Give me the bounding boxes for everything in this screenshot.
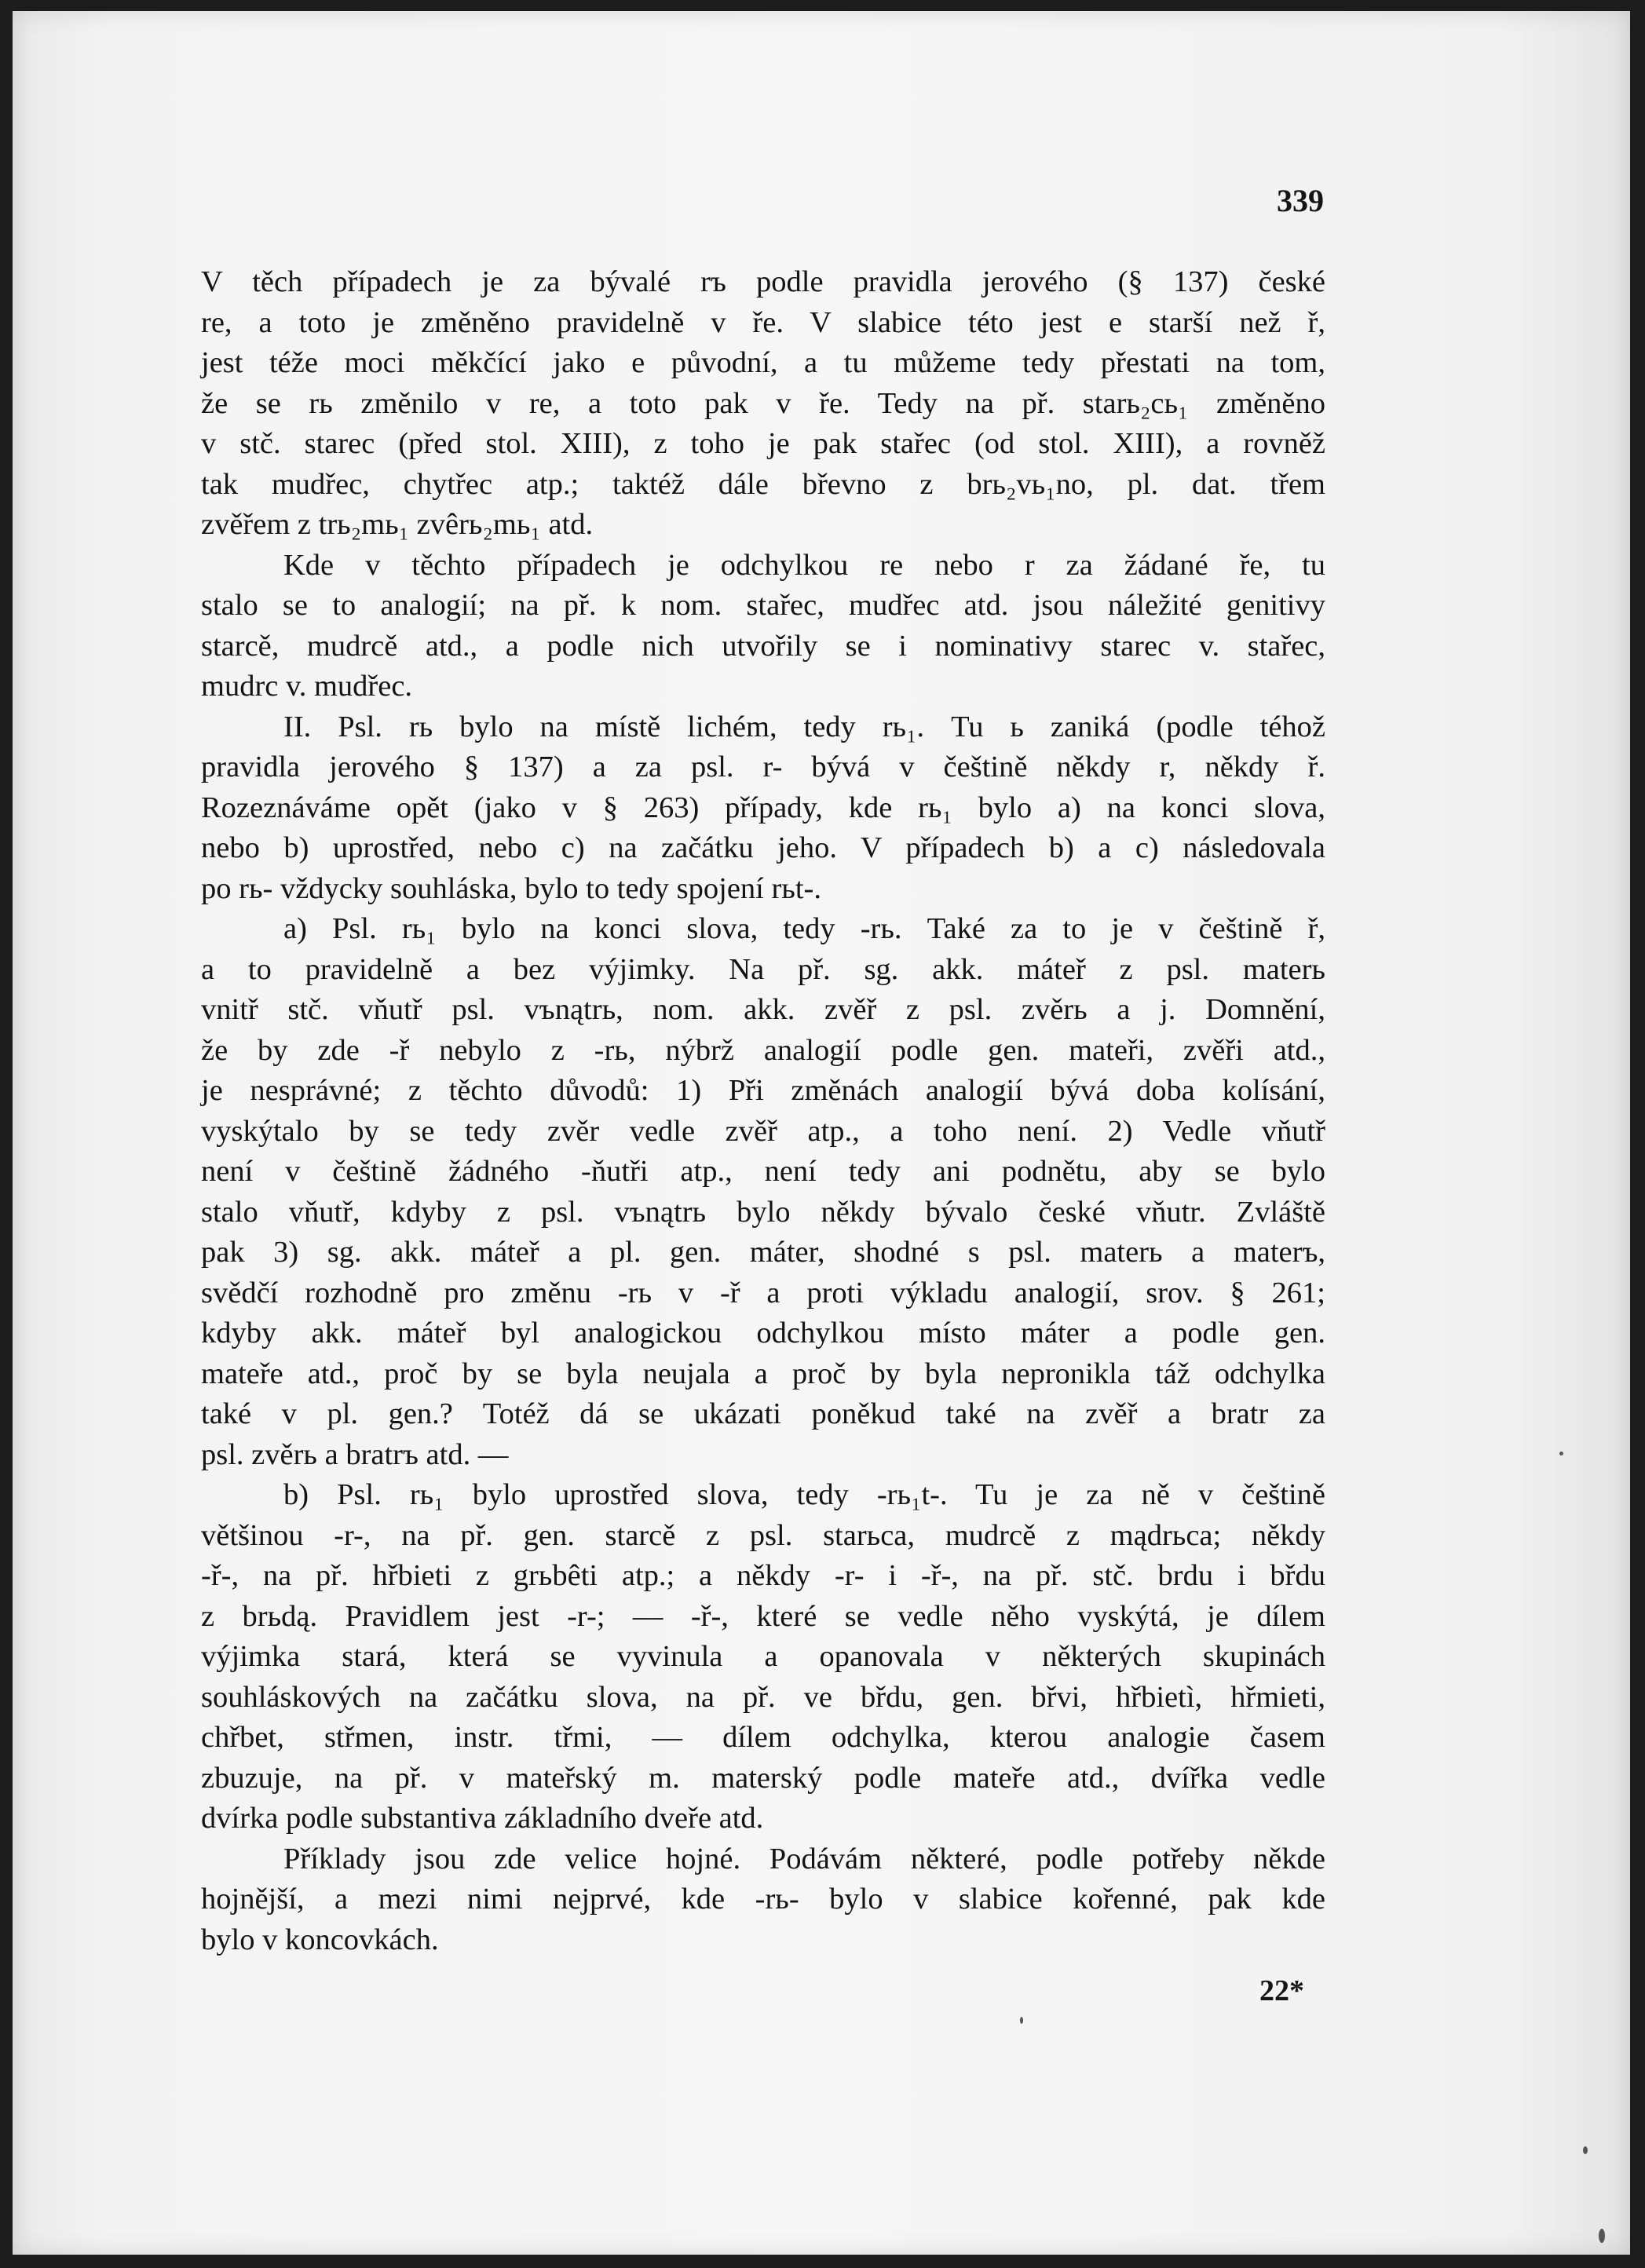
text-line: psl. zvěrь a bratrъ atd. —	[201, 1437, 509, 1471]
dust-speck	[1020, 2017, 1023, 2024]
text-line: svědčí rozhodně pro změnu -rь v -ř a proti výkladu analogií, srov. § 261;	[201, 1276, 1325, 1309]
text-line: většinou -r-, na př. gen. starcě z psl. starьca, mudrcě z mądrьca; někdy	[201, 1518, 1325, 1552]
text-line: V těch případech je za bývalé rъ podle pravidla jerového (§ 137) české	[201, 265, 1325, 298]
text-line: a to pravidelně a bez výjimky. Na př. sg. akk. máteř z psl. materь	[201, 952, 1325, 986]
text-line: také v pl. gen.? Totéž dá se ukázati poněkud také na zvěř a bratr za	[201, 1397, 1325, 1430]
text-line: v stč. starec (před stol. XIII), z toho je pak stařec (od stol. XIII), a rovněž	[201, 427, 1325, 460]
text-line: není v češtině žádného -ňutři atp., není tedy ani podnětu, aby se bylo	[201, 1155, 1325, 1188]
dust-speck	[1583, 2146, 1588, 2154]
text-line: že by zde -ř nebylo z -rь, nýbrž analogií podle gen. mateři, zvěři atd.,	[201, 1033, 1325, 1067]
text-line: souhláskových na začátku slova, na př. ve břdu, gen. břvi, hřbietì, hřmieti,	[201, 1680, 1325, 1714]
paragraph-start: a) Psl. rь₁ bylo na konci slova, tedy -rь. Také za to je v češtině ř,	[283, 912, 1325, 945]
text-line: pak 3) sg. akk. máteř a pl. gen. máter, shodné s psl. materь a materъ,	[201, 1236, 1325, 1269]
text-line: že se rь změnilo v re, a toto pak v ře. Tedy na př. starь₂cь₁ změněno	[201, 386, 1325, 420]
paragraph-start: Příklady jsou zde velice hojné. Podávám některé, podle potřeby někde	[283, 1842, 1325, 1875]
text-line: bylo v koncovkách.	[201, 1923, 439, 1956]
text-line: stalo se to analogií; na př. k nom. stařec, mudřec atd. jsou náležité genitivy	[201, 589, 1325, 622]
text-line: dvírka podle substantiva základního dveře atd.	[201, 1802, 764, 1835]
text-line: vyskýtalo by se tedy zvěr vedle zvěř atp., a toho není. 2) Vedle vňutř	[201, 1114, 1325, 1148]
text-line: vnitř stč. vňutř psl. vъnątrь, nom. akk. zvěř z psl. zvěrь a j. Domnění,	[201, 993, 1325, 1026]
dust-speck	[1599, 2229, 1605, 2243]
text-line: po rь- vždycky souhláska, bylo to tedy spojení rьt-.	[201, 871, 822, 905]
text-line: výjimka stará, která se vyvinula a opanovala v některých skupinách	[201, 1640, 1325, 1673]
paragraph-start: II. Psl. rь bylo na místě lichém, tedy rь₁. Tu ь zaniká (podle téhož	[283, 710, 1325, 743]
book-page	[13, 11, 1630, 2255]
dust-speck	[1559, 1452, 1563, 1455]
text-line: re, a toto je změněno pravidelně v ře. V slabice této jest e starší než ř,	[201, 305, 1325, 339]
text-line: jest téže moci měkčící jako e původní, a tu můžeme tedy přestati na tom,	[201, 346, 1325, 379]
text-line: zvěřem z trь₂mь₁ zvêrь₂mь₁ atd.	[201, 508, 594, 541]
text-line: mateře atd., proč by se byla neujala a proč by byla nepronikla táž odchylka	[201, 1357, 1325, 1390]
text-line: starcě, mudrcě atd., a podle nich utvořily se i nominativy starec v. stařec,	[201, 629, 1325, 663]
text-line: -ř-, na př. hřbieti z grьbêti atp.; a někdy -r- i -ř-, na př. stč. brdu i břdu	[201, 1559, 1325, 1592]
text-line: hojnější, a mezi nimi nejprvé, kde -rь- bylo v slabice kořenné, pak kde	[201, 1883, 1325, 1916]
text-line: stalo vňutř, kdyby z psl. vъnątrь bylo někdy bývalo české vňutr. Zvláště	[201, 1195, 1325, 1229]
text-line: Rozeznáváme opět (jako v § 263) případy, kde rь₁ bylo a) na konci slova,	[201, 791, 1325, 824]
text-line: mudrc v. mudřec.	[201, 670, 413, 703]
page-number: 339	[1277, 183, 1324, 218]
text-line: z brьdą. Pravidlem jest -r-; — -ř-, které se vedle něho vyskýtá, je dílem	[201, 1599, 1325, 1633]
text-line: tak mudřec, chytřec atp.; taktéž dále břevno z brь₂vь₁no, pl. dat. třem	[201, 467, 1325, 501]
text-line: kdyby akk. máteř byl analogickou odchylkou místo máter a podle gen.	[201, 1317, 1325, 1349]
text-line: chřbet, střmen, instr. třmi, — dílem odchylka, kterou analogie časem	[201, 1721, 1325, 1754]
paragraph-start: b) Psl. rь₁ bylo uprostřed slova, tedy -rь₁t-. Tu je za ně v češtině	[283, 1478, 1325, 1511]
body-text	[201, 262, 1325, 1960]
text-line: je nesprávné; z těchto důvodů: 1) Při změnách analogií bývá doba kolísání,	[201, 1074, 1325, 1107]
text-line: nebo b) uprostřed, nebo c) na začátku jeho. V případech b) a c) následovala	[201, 831, 1325, 864]
text-line: pravidla jerového § 137) a za psl. r- bývá v češtině někdy r, někdy ř.	[201, 751, 1325, 783]
text-line: zbuzuje, na př. v mateřský m. materský podle mateře atd., dvířka vedle	[201, 1761, 1325, 1795]
signature-mark: 22*	[1259, 1974, 1304, 2007]
paragraph-start: Kde v těchto případech je odchylkou re nebo r za žádané ře, tu	[283, 548, 1325, 582]
